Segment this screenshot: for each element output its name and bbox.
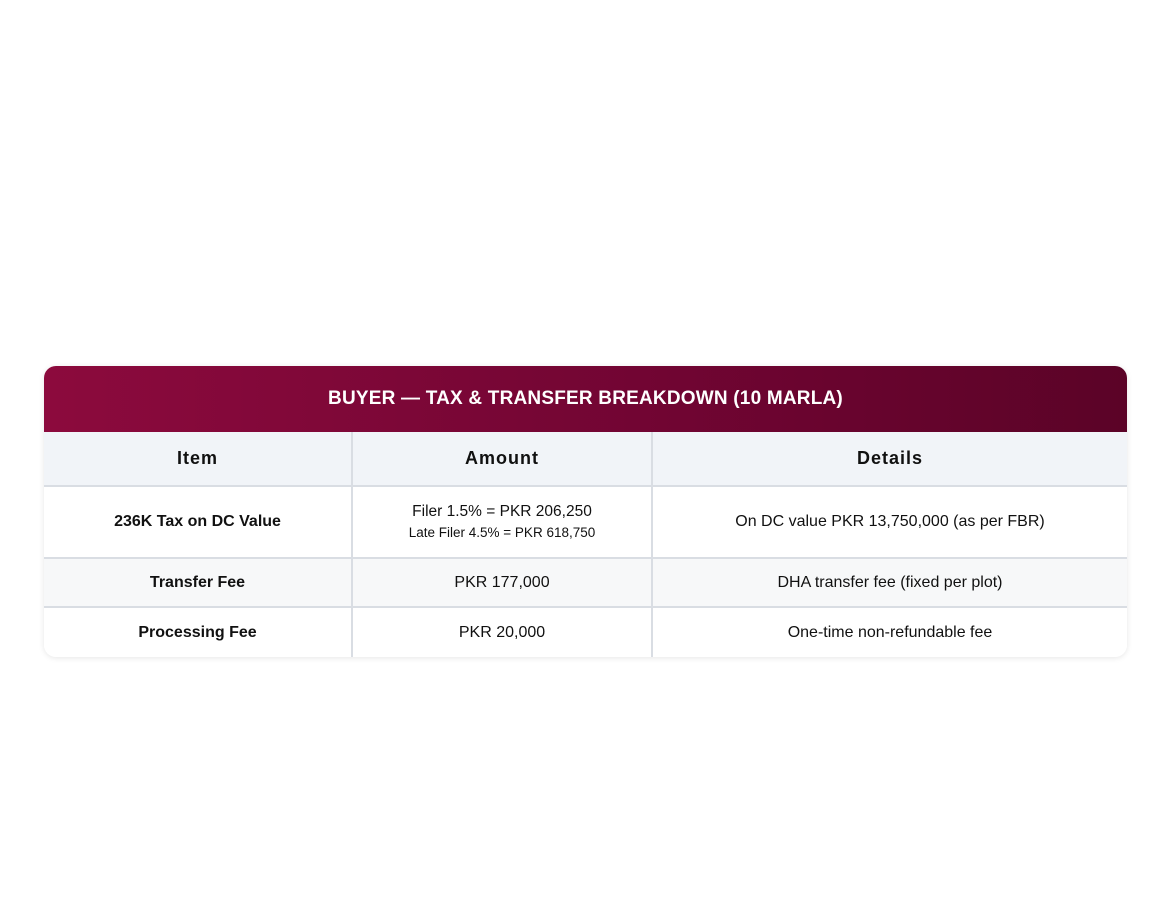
column-header-details: Details (652, 432, 1127, 486)
table-row (44, 486, 1127, 558)
amount-filer: Filer 1.5% = PKR 206,250 (412, 503, 592, 520)
amount-cell: PKR 177,000 (352, 558, 652, 607)
table-title: BUYER — TAX & TRANSFER BREAKDOWN (10 MARLA) (44, 366, 1127, 432)
item-cell: 236K Tax on DC Value (44, 486, 352, 558)
details-cell: DHA transfer fee (fixed per plot) (652, 558, 1127, 607)
amount-cell (352, 486, 652, 558)
table-row (44, 558, 1127, 607)
details-cell: On DC value PKR 13,750,000 (as per FBR) (652, 486, 1127, 558)
header-row (44, 432, 1127, 486)
column-header-item: Item (44, 432, 352, 486)
breakdown-table (44, 432, 1127, 657)
column-header-amount: Amount (352, 432, 652, 486)
details-cell: One-time non-refundable fee (652, 607, 1127, 657)
item-cell: Transfer Fee (44, 558, 352, 607)
item-cell: Processing Fee (44, 607, 352, 657)
amount-cell: PKR 20,000 (352, 607, 652, 657)
table-row (44, 607, 1127, 657)
amount-late-filer: Late Filer 4.5% = PKR 618,750 (408, 525, 596, 540)
breakdown-card (44, 366, 1127, 657)
